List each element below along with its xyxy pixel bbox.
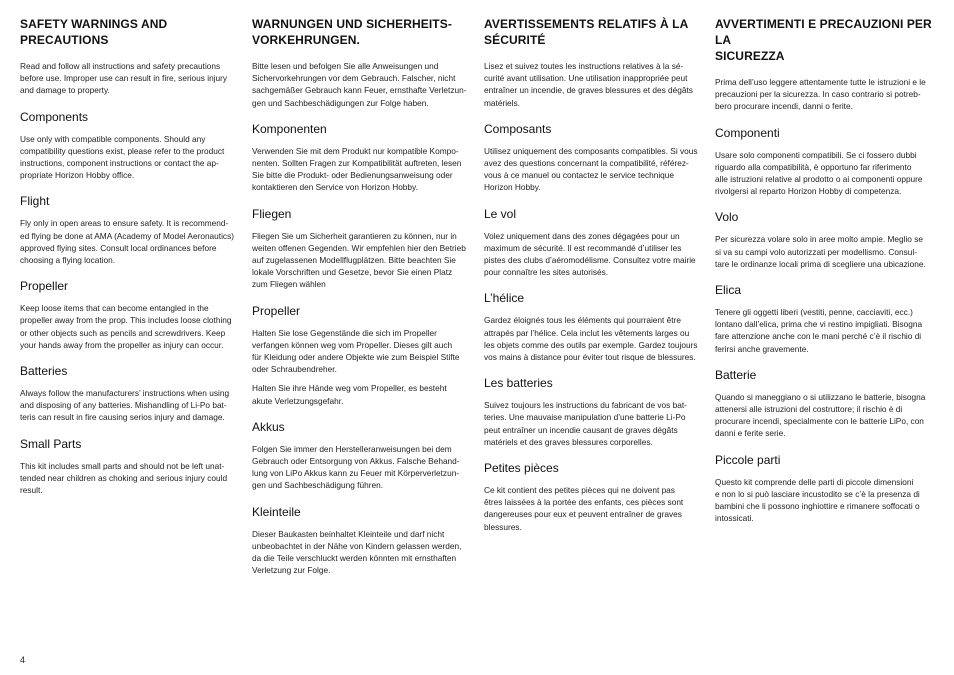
paragraph: Keep loose items that can become entangled in the propeller away from the prop. This includes loose clothing or other objects such as pencils and screwdrivers. Keep your hands away from the propeller as injury can occur.	[20, 303, 232, 350]
subheading: Small Parts	[20, 436, 82, 451]
subheading: Kleinteile	[252, 504, 301, 519]
subheading: Les batteries	[484, 376, 553, 391]
paragraph: Halten Sie lose Gegenstände die sich im Propeller verfangen können weg vom Propeller. Dieses gilt auch für Kleidung oder andere Objekte wie zum Beispiel Stifte oder Schraubendreher.	[252, 327, 460, 375]
section-title: SAFETY WARNINGS AND PRECAUTIONS	[20, 17, 168, 47]
subheading: Components	[20, 109, 89, 124]
paragraph: Ce kit contient des petites pièces qui ne doivent pas êtres laissées à la portée des enfants, ces pièces sont dangereuses pour eux et peuvent entraîner de graves blessures.	[484, 485, 684, 532]
subheading: Volo	[715, 210, 739, 225]
column-french	[484, 16, 706, 546]
section-title: AVERTISSEMENTS RELATIFS À LA SÉCURITÉ	[484, 17, 689, 47]
subheading: Batteries	[20, 364, 68, 379]
column-italian	[715, 16, 937, 537]
subheading: Flight	[20, 194, 50, 209]
column-english	[20, 16, 242, 509]
subheading: Akkus	[252, 419, 285, 434]
paragraph: Verwenden Sie mit dem Produkt nur kompatible Kompo- nenten. Sollten Fragen zur Kompatibilität auftreten, lesen Sie bitte die Produkt- oder Bedienungsanweisung oder kontaktieren den Service von Horizon Hobby.	[252, 145, 462, 193]
paragraph: Fly only in open areas to ensure safety. It is recommend- ed flying be done at AMA (Academy of Model Aeronautics) approved flying sites. Consult local ordinances before choosing a flying location.	[20, 218, 234, 266]
subheading: Propeller	[20, 279, 69, 294]
subheading: Petites pièces	[484, 461, 559, 476]
paragraph: Halten Sie ihre Hände weg vom Propeller, es besteht akute Verletzungsgefahr.	[252, 383, 447, 406]
section-title: AVVERTIMENTI E PRECAUZIONI PER LA SICUREZZA	[715, 17, 932, 63]
subheading: Le vol	[484, 206, 517, 221]
paragraph: Folgen Sie immer den Herstelleranweisungen bei dem Gebrauch oder Entsorgung von Akkus. Falsche Behand- lung von LiPo Akkus kann zu Feuer mit Körperverletzun- gen und Sachbeschädigung führen.	[252, 443, 460, 491]
intro-paragraph: Bitte lesen und befolgen Sie alle Anweisungen und Sichervorkehrungen vor dem Gebrauch. Falscher, nicht sachgemäßer Gebrauch kann Feuer, ernsthafte Verletzun- gen und Sachbeschädigungen zur Folge haben.	[252, 61, 467, 108]
paragraph: Usare solo componenti compatibili. Se ci fossero dubbi riguardo alla compatibilità, è opportuno far riferimento alle istruzioni relative al prodotto o ai componenti oppure rivolgersi al reparto Horizon Hobby di competenza.	[715, 149, 923, 197]
subheading: Fliegen	[252, 206, 292, 221]
subheading: Propeller	[252, 303, 301, 318]
subheading: Batterie	[715, 367, 757, 382]
paragraph: Quando si maneggiano o si utilizzano le batterie, bisogna attenersi alle istruzioni del costruttore; il rischio è di procurare incendi, specialmente con le batterie LiPo, con danni e ferite serie.	[715, 391, 926, 439]
paragraph: Use only with compatible components. Should any compatibility questions exist, please refer to the product instructions, component instructions or contact the ap- propriate Horizon Hobby office.	[20, 133, 225, 181]
subheading: Composants	[484, 121, 552, 136]
intro-paragraph: Prima dell’uso leggere attentamente tutte le istruzioni e le precauzioni per la sicurezza. In caso contrario si potreb- bero procurare incendi, danni o ferite.	[715, 77, 926, 112]
paragraph: Questo kit comprende delle parti di piccole dimensioni e non lo si può lasciare incustodito se c’è la presenza di bambini che li possono inghiottire e rimanere soffocati o intossicati.	[715, 476, 920, 524]
paragraph: Tenere gli oggetti liberi (vestiti, penne, cacciaviti, ecc.) lontano dall’elica, prima che vi restino impigliati. Bisogna fare attenzione anche con le mani perché c’è il rischio di ferirsi anche gravemente.	[715, 307, 923, 354]
paragraph: Suivez toujours les instructions du fabricant de vos bat- teries. Une mauvaise manipulation d’une batterie Li-Po peut entraîner un incendie causant de graves dégâts matériels et des graves blessures corporelles.	[484, 400, 687, 447]
subheading: L’hélice	[484, 291, 525, 306]
paragraph: Utilisez uniquement des composants compatibles. Si vous avez des questions concernant la compatibilité, référez- vous à ce manuel ou contactez le service technique Horizon Hobby.	[484, 145, 698, 193]
section-title: WARNUNGEN UND SICHERHEITS- VORKEHRUNGEN.	[252, 17, 452, 47]
paragraph: Dieser Baukasten beinhaltet Kleinteile und darf nicht unbeobachtet in der Nähe von Kindern gelassen werden, da die Teile verschluckt werden könnten mit ernsthaften Verletzung zur Folge.	[252, 528, 462, 576]
paragraph: Always follow the manufacturers’ instructions when using and disposing of any batteries. Mishandling of Li-Po bat- teris can result in fire causing serios injury and damage.	[20, 388, 230, 423]
subheading: Componenti	[715, 125, 780, 140]
paragraph: This kit includes small parts and should not be left unat- tended near children as choking and serious injury could result.	[20, 460, 228, 496]
column-german	[252, 16, 474, 589]
subheading: Komponenten	[252, 121, 327, 136]
paragraph: Per sicurezza volare solo in aree molto ampie. Meglio se si va su campi volo autorizzati per modellismo. Consul- tare le ordinanze locali prima di scegliere una ubicazione.	[715, 234, 926, 269]
subheading: Piccole parti	[715, 452, 781, 467]
intro-paragraph: Read and follow all instructions and safety precautions before use. Improper use can result in fire, serious injury and damage to property.	[20, 61, 228, 96]
paragraph: Gardez éloignés tous les éléments qui pourraient être attrapés par l’hélice. Cela inclut les vêtements larges ou les objets comme des outils par exemple. Gardez toujours vos mains à distance pour éviter tout risque de blessures.	[484, 315, 698, 363]
paragraph: Fliegen Sie um Sicherheit garantieren zu können, nur in weiten offenen Gegenden. Wir empfehlen hier den Betrieb auf zugelassenen Modellflugplätzen. Bitte beachten Sie lokale Vorschriften und Gesetze, bevor Sie einen Platz zum Fliegen wählen	[252, 230, 466, 290]
subheading: Elica	[715, 283, 742, 298]
paragraph: Volez uniquement dans des zones dégagées pour un maximum de sécurité. Il est recommandé d’utiliser les pistes des clubs d’aéromodélisme. Consultez votre mairie pour connaître les sites autorisés.	[484, 230, 696, 278]
page-number: 4	[20, 655, 26, 665]
intro-paragraph: Lisez et suivez toutes les instructions relatives à la sé- curité avant utilisation. Une utilisation inappropriée peut entraîner un incendie, de graves blessures et des dégâts matériels.	[484, 61, 693, 108]
